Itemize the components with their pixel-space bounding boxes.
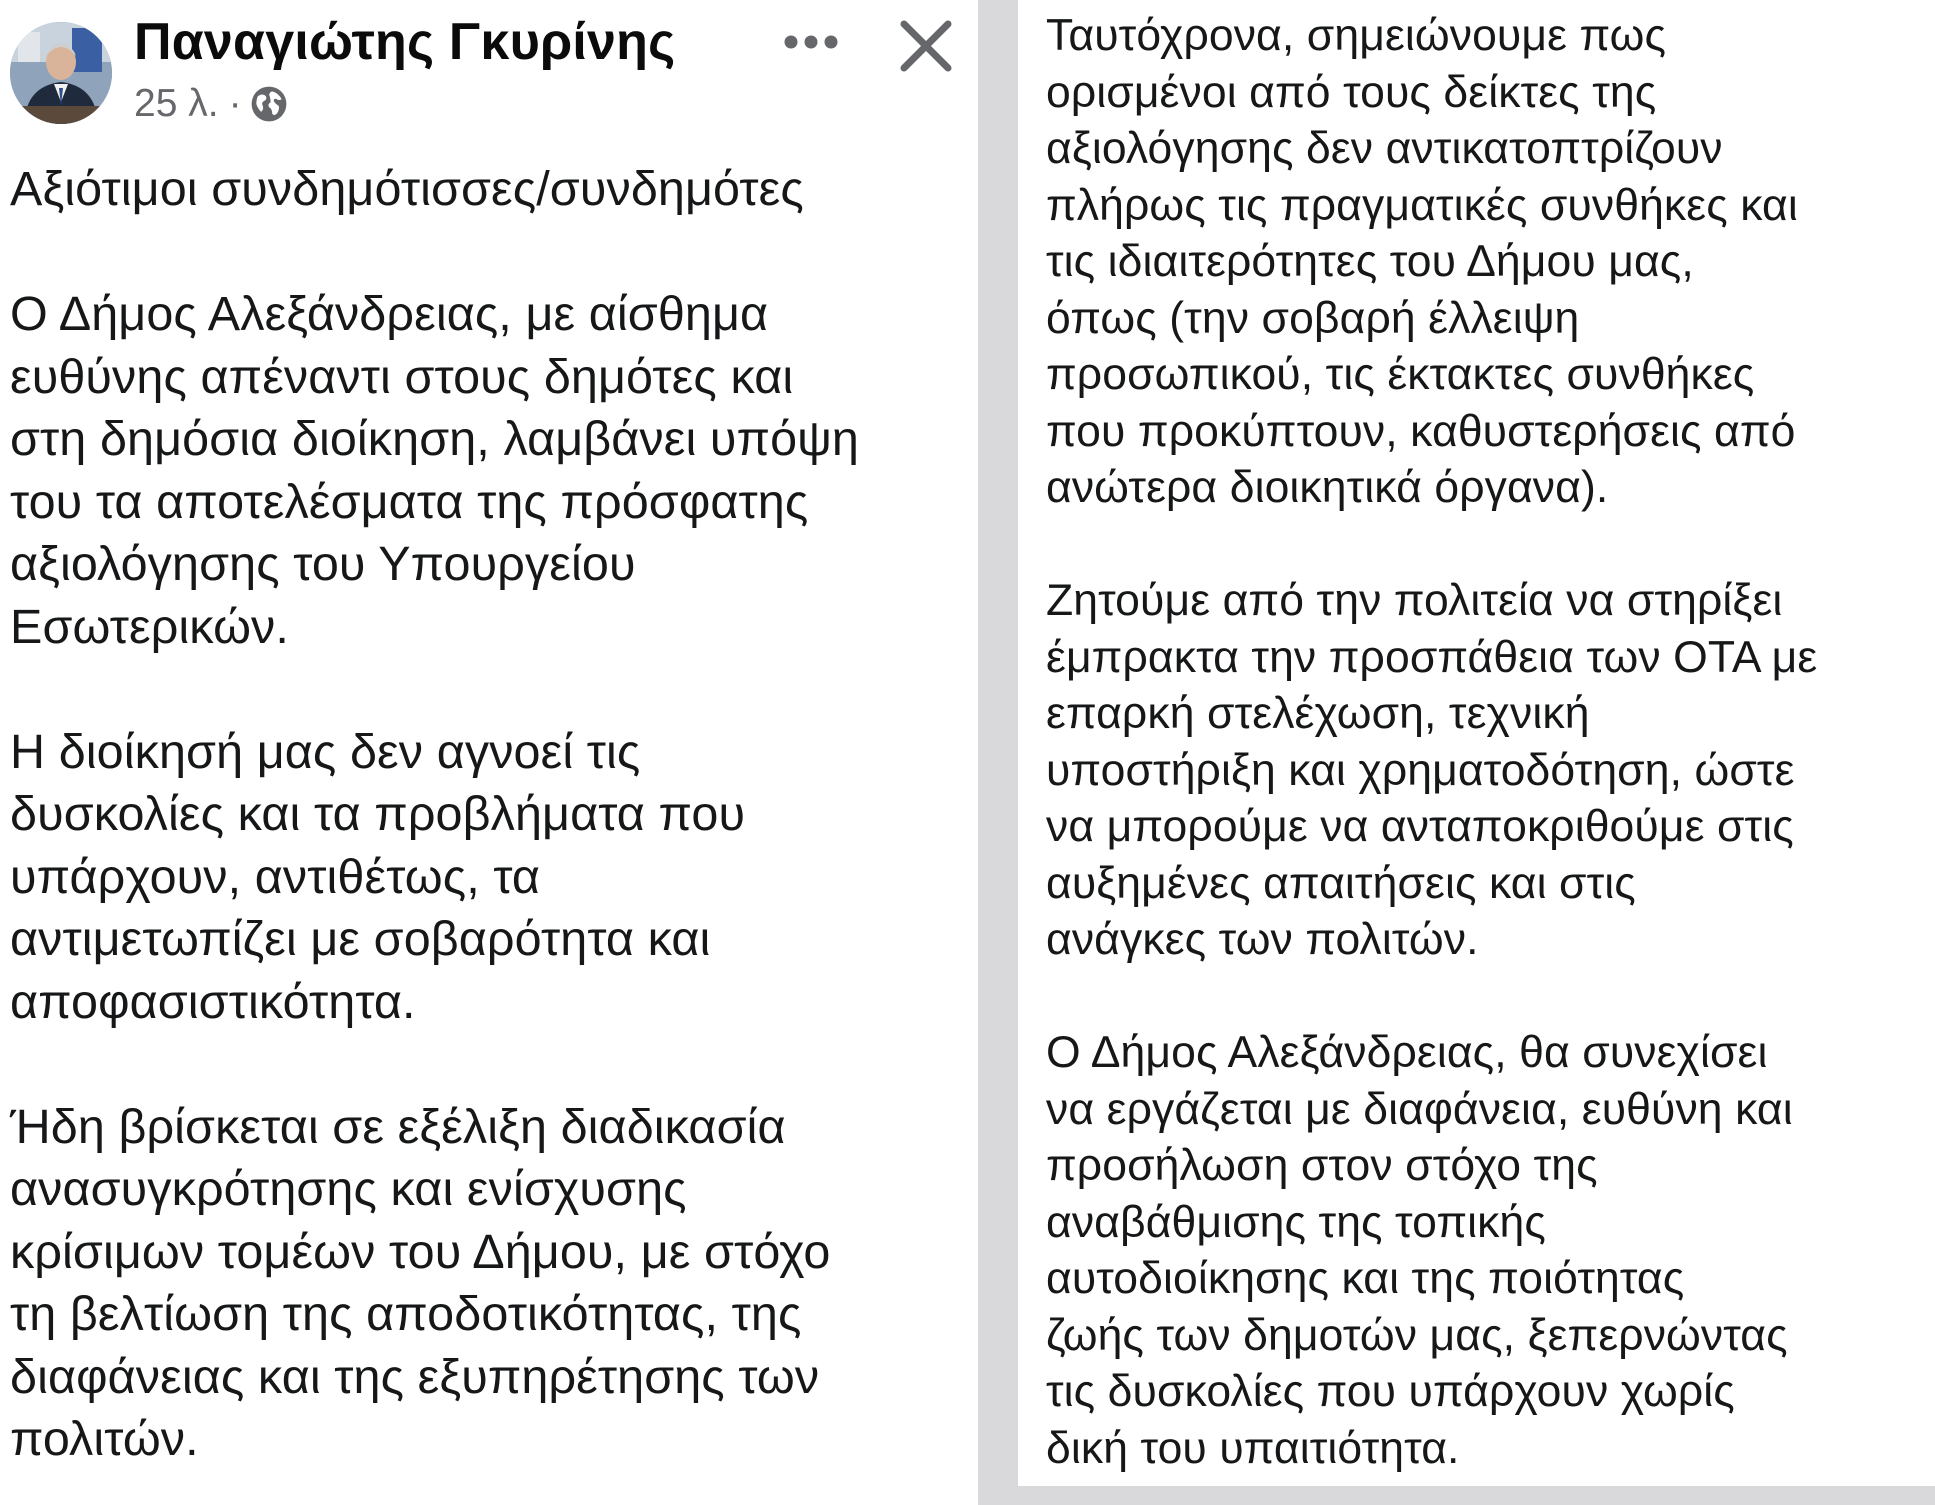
post-panel-right bbox=[1018, 0, 1935, 1486]
more-horizontal-icon bbox=[784, 35, 838, 49]
globe-icon[interactable] bbox=[250, 85, 288, 123]
post-paragraph: Ο Δήμος Αλεξάνδρειας, με αίσθημα ευθύνης απέναντι στους δημότες και στη δημόσια διοίκηση, λαμβάνει υπόψη του τα αποτελέσματα της πρόσφατης αξιολόγησης του Υπουργείου Εσωτερικών. bbox=[10, 287, 859, 654]
post-paragraph: Ο Δήμος Αλεξάνδρειας, θα συνεχίσει να εργάζεται με διαφάνεια, ευθύνη και προσήλωση στον στόχο της αναβάθμισης της τοπικής αυτοδιοίκησης και της ποιότητας ζωής των δημοτών μας, ξεπερνώντας τις δυσκολίες που υπάρχουν χωρίς δική του υπαιτιότητα. bbox=[1046, 1028, 1793, 1473]
post-paragraph: Η διοίκησή μας δεν αγνοεί τις δυσκολίες και τα προβλήματα που υπάρχουν, αντιθέτως, τα αντιμετωπίζει με σοβαρότητα και αποφασιστικότητα. bbox=[10, 724, 746, 1029]
author-avatar[interactable] bbox=[10, 22, 112, 124]
post-meta bbox=[134, 82, 288, 126]
author-name[interactable]: Παναγιώτης Γκυρίνης bbox=[134, 13, 676, 71]
close-button[interactable] bbox=[896, 16, 956, 76]
more-options-button[interactable] bbox=[776, 14, 846, 70]
post-timestamp[interactable]: 25 λ. bbox=[134, 82, 219, 125]
avatar-photo bbox=[10, 22, 112, 124]
post-text-right bbox=[1046, 8, 1926, 1477]
post-paragraph: Αξιότιμοι συνδημότισσες/συνδημότες bbox=[10, 162, 804, 216]
post-paragraph: Ήδη βρίσκεται σε εξέλιξη διαδικασία ανασυγκρότησης και ενίσχυσης κρίσιμων τομέων του Δήμου, με στόχο τη βελτίωση της αποδοτικότητας, της διαφάνειας και της εξυπηρέτησης των πολιτών. bbox=[10, 1099, 831, 1466]
post-text-left bbox=[10, 158, 970, 1471]
meta-separator: · bbox=[228, 82, 242, 125]
post-paragraph: Ταυτόχρονα, σημειώνουμε πως ορισμένοι από τους δείκτες της αξιολόγησης δεν αντικατοπτρίζουν πλήρως τις πραγματικές συνθήκες και τις ιδιαιτερότητες του Δήμου μας, όπως (την σοβαρή έλλειψη προσωπικού, τις έκτακτες συνθήκες που προκύπτουν, καθυστερήσεις από ανώτερα διοικητικά όργανα). bbox=[1046, 11, 1798, 512]
close-icon bbox=[896, 16, 956, 76]
post-paragraph: Ζητούμε από την πολιτεία να στηρίξει έμπρακτα την προσπάθεια των ΟΤΑ με επαρκή στελέχωση, τεχνική υποστήριξη και χρηματοδότηση, ώστε να μπορούμε να ανταποκριθούμε στις αυξημένες απαιτήσεις και στις ανάγκες των πολιτών. bbox=[1046, 576, 1818, 964]
